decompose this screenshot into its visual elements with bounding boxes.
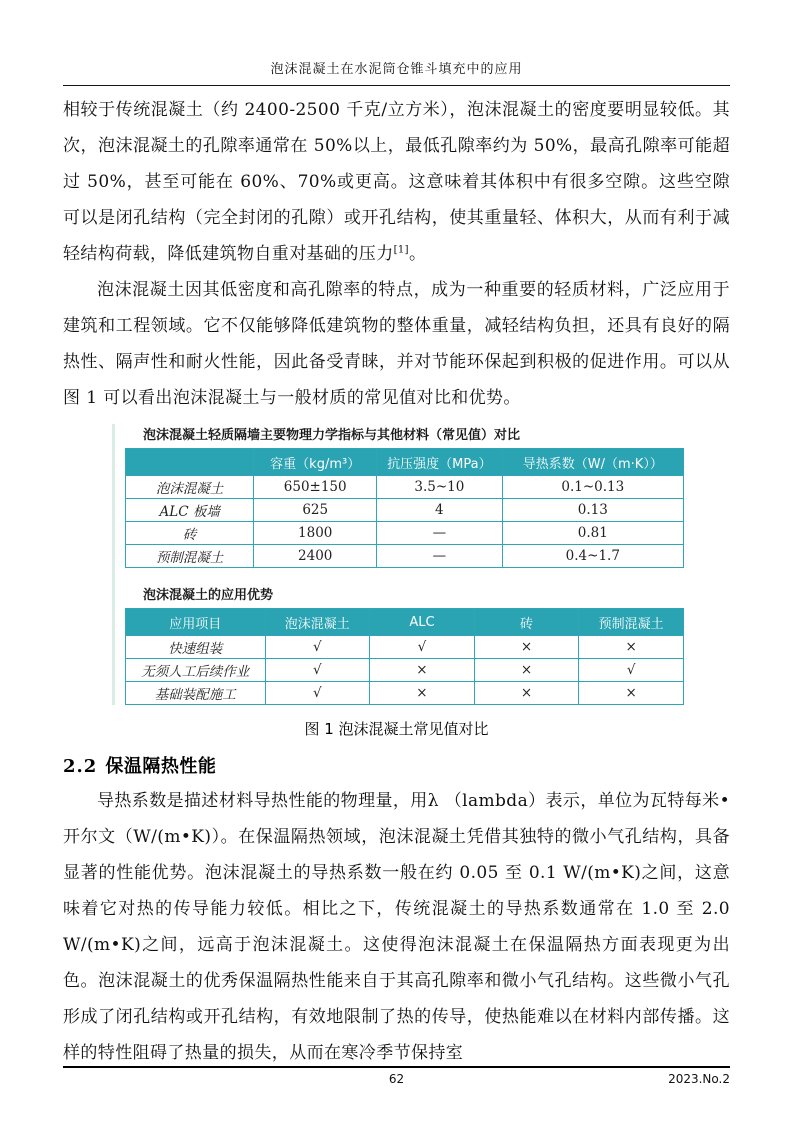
- table-row: [126, 476, 684, 499]
- paragraph-text-end: 。: [408, 244, 427, 264]
- row-label: 预制混凝土: [126, 545, 254, 568]
- table-cell: √: [579, 659, 684, 682]
- row-label: 砖: [126, 522, 254, 545]
- table-row: [126, 659, 684, 682]
- body-paragraph-1: [63, 92, 730, 272]
- table-cell: —: [377, 522, 503, 545]
- table-cell: ×: [370, 659, 475, 682]
- row-label: 无须人工后续作业: [126, 659, 266, 682]
- body-paragraph-3: 导热系数是描述材料导热性能的物理量，用λ （lambda）表示，单位为瓦特每米•开尔文（W/(m•K)）。在保温隔热领域，泡沫混凝土凭借其独特的微小气孔结构，具备显著的性能优势。泡沫混凝土的导热系数一般在约 0.05 至 0.1 W/(m•K)之间，这意味着它对热的传导能力较低。相比之下，传统混凝土的导热系数通常在 1.0 至 2.0 W/(m•K)之间，远高于泡沫混凝土。这使得泡沫混凝土在保温隔热方面表现更为出色。泡沫混凝土的优秀保温隔热性能来自于其高孔隙率和微小气孔结构。这些微小气孔形成了闭孔结构或开孔结构，有效地限制了热的传导，使热能难以在材料内部传播。这样的特性阻碍了热量的损失，从而在寒冷季节保持室: [63, 791, 730, 1063]
- paragraph-text: 相较于传统混凝土（约 2400-2500 千克/立方米），泡沫混凝土的密度要明显较低。其次，泡沫混凝土的孔隙率通常在 50%以上，最低孔隙率约为 50%，最高孔隙率可能超过 50%，甚至可能在 60%、70%或更高。这意味着其体积中有很多空隙。这些空隙可以是闭孔结构（完全封闭的孔隙）或开孔结构，使其重量轻、体积大，从而有利于减轻结构荷载，降低建筑物自重对基础的压力: [63, 100, 730, 264]
- column-header: 泡沫混凝土: [265, 609, 370, 636]
- page-footer: [63, 1066, 730, 1086]
- table-cell: ×: [474, 682, 579, 705]
- row-label: 快速组装: [126, 636, 266, 659]
- table-row: [126, 499, 684, 522]
- table-header-row: [126, 449, 684, 476]
- column-header: 容重（kg/m³）: [254, 449, 377, 476]
- figure-table-1: [125, 448, 684, 568]
- table-row: [126, 636, 684, 659]
- table-cell: 1800: [254, 522, 377, 545]
- column-header: 导热系数（W/（m·K））: [502, 449, 683, 476]
- table-cell: 0.13: [502, 499, 683, 522]
- table-row: [126, 545, 684, 568]
- column-header: ALC: [370, 609, 475, 636]
- table-cell: √: [265, 682, 370, 705]
- table-header-row: [126, 609, 684, 636]
- table-row: [126, 522, 684, 545]
- table-cell: √: [265, 659, 370, 682]
- table-cell: 650±150: [254, 476, 377, 499]
- figure-table-2-title: 泡沫混凝土的应用优势: [143, 588, 274, 603]
- table-cell: 0.4~1.7: [502, 545, 683, 568]
- body-paragraph-2: 泡沫混凝土因其低密度和高孔隙率的特点，成为一种重要的轻质材料，广泛应用于建筑和工程领域。它不仅能够降低建筑物的整体重量，减轻结构负担，还具有良好的隔热性、隔声性和耐火性能，因此备受青睐，并对节能环保起到积极的促进作用。可以从图 1 可以看出泡沫混凝土与一般材质的常见值对比和优势。: [63, 280, 730, 408]
- column-header: 砖: [474, 609, 579, 636]
- table-cell: 0.81: [502, 522, 683, 545]
- row-label: ALC 板墙: [126, 499, 254, 522]
- column-header: 抗压强度（MPa）: [377, 449, 503, 476]
- running-title: 泡沫混凝土在水泥筒仓锥斗填充中的应用: [270, 62, 523, 77]
- table-cell: 3.5~10: [377, 476, 503, 499]
- table-cell: ×: [579, 636, 684, 659]
- page-number: 62: [388, 1072, 405, 1086]
- table-cell: √: [265, 636, 370, 659]
- page-content: [0, 92, 793, 1071]
- figure-caption: 图 1 泡沫混凝土常见值对比: [304, 720, 489, 738]
- column-header: 应用项目: [126, 609, 266, 636]
- table-cell: 4: [377, 499, 503, 522]
- row-label: 基础装配施工: [126, 682, 266, 705]
- table-cell: 625: [254, 499, 377, 522]
- figure-block: [112, 424, 684, 705]
- column-header: [126, 449, 254, 476]
- section-number: 2.2: [63, 756, 98, 777]
- issue-label: 2023.No.2: [668, 1072, 730, 1086]
- table-cell: ×: [474, 659, 579, 682]
- table-cell: 0.1~0.13: [502, 476, 683, 499]
- table-cell: √: [370, 636, 475, 659]
- table-cell: —: [377, 545, 503, 568]
- column-header: 预制混凝土: [579, 609, 684, 636]
- figure-table-2: [125, 608, 684, 705]
- citation-superscript: [1]: [393, 244, 409, 256]
- section-title: 保温隔热性能: [105, 756, 217, 777]
- figure-table-1-title: 泡沫混凝土轻质隔墙主要物理力学指标与其他材料（常见值）对比: [143, 428, 521, 443]
- table-cell: ×: [579, 682, 684, 705]
- table-row: [126, 682, 684, 705]
- table-cell: ×: [474, 636, 579, 659]
- section-heading: [63, 752, 730, 778]
- table-cell: 2400: [254, 545, 377, 568]
- running-header: [63, 0, 730, 86]
- row-label: 泡沫混凝土: [126, 476, 254, 499]
- table-cell: ×: [370, 682, 475, 705]
